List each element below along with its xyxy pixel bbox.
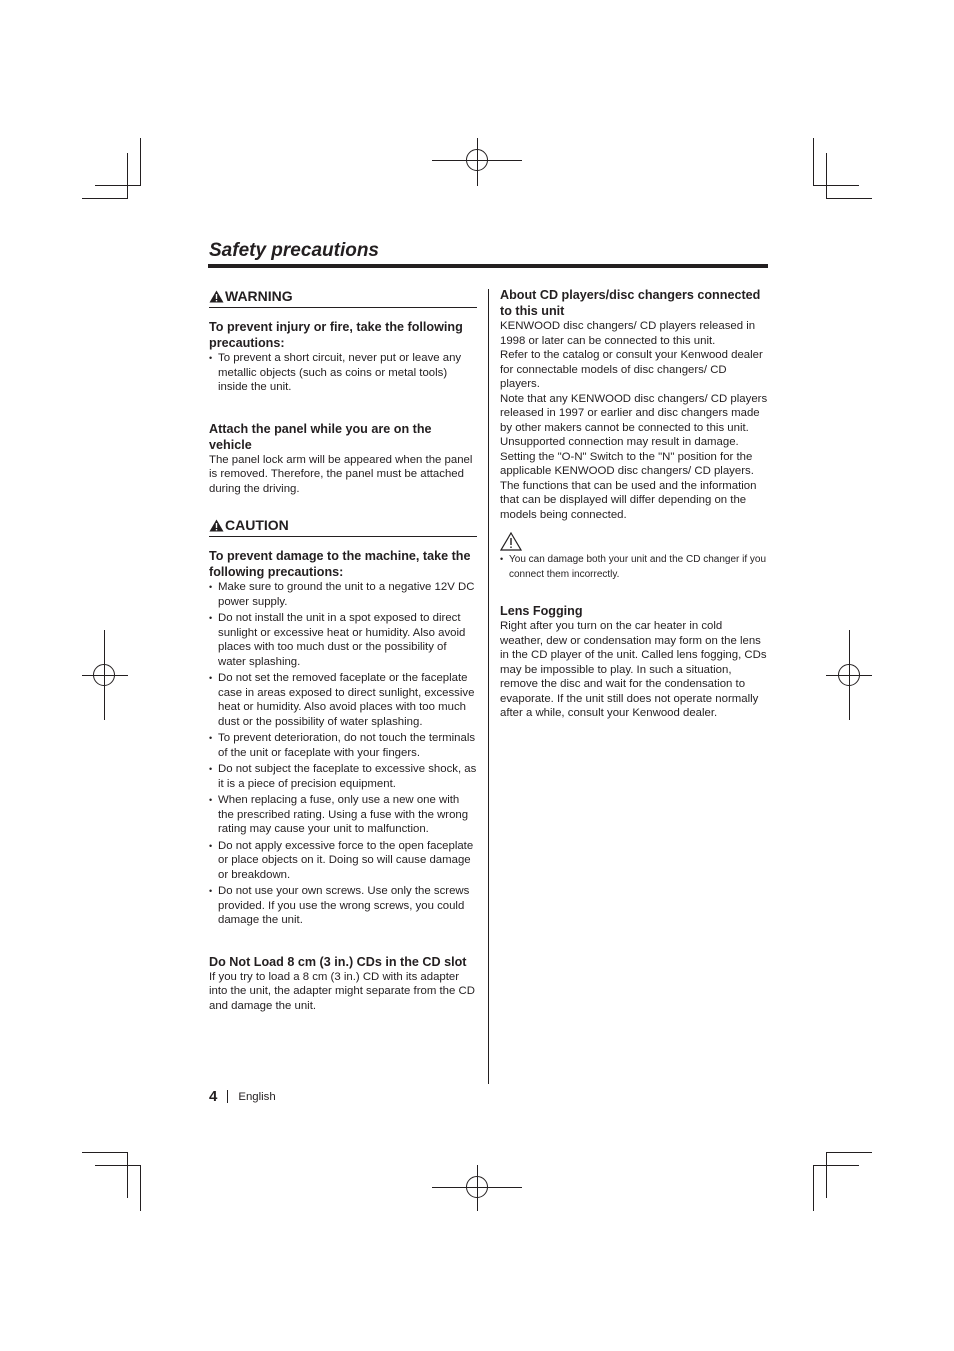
damage-heading: To prevent damage to the machine, take the following precautions:	[209, 549, 471, 579]
attach-panel-text: The panel lock arm will be appeared when the panel is removed. Therefore, the panel must be attached during the driving.	[209, 453, 473, 495]
cd-players-heading: About CD players/disc changers connected to this unit	[500, 288, 761, 318]
list-item: • Do not apply excessive force to the open faceplate or place objects on it. Doing so will cause damage or breakdown.	[209, 839, 477, 883]
warning-heading-label: WARNING	[225, 288, 293, 304]
injury-fire-heading: To prevent injury or fire, take the following precautions:	[209, 320, 463, 350]
lens-fogging-text: Right after you turn on the car heater in cold weather, dew or condensation may form on the lens in the CD player of the unit. Called lens fogging, CDs may be impossible to play. In such a situation, remove the disc and wait for the condensation to evaporate. If the unit still does not operate normally after a while, consult your Kenwood dealer.	[500, 620, 767, 719]
lens-fogging-heading: Lens Fogging	[500, 604, 583, 618]
cd-players-text-3: Note that any KENWOOD disc changers/ CD players released in 1997 or earlier and disc changers made by other makers cannot be connected to this unit.	[500, 392, 768, 434]
attach-panel-heading: Attach the panel while you are on the vehicle	[209, 421, 432, 452]
list-item: • When replacing a fuse, only use a new one with the prescribed rating. Using a fuse with the wrong rating may cause your unit to malfunction.	[209, 793, 477, 837]
cd-players-text-5: Setting the "O-N" Switch to the "N" position for the applicable KENWOOD disc changers/ CD players.	[500, 450, 754, 477]
cd-8cm-text: If you try to load a 8 cm (3 in.) CD with its adapter into the unit, the adapter might separate from the CD and damage the unit.	[209, 970, 475, 1012]
cd-8cm-heading: Do Not Load 8 cm (3 in.) CDs in the CD slot	[209, 954, 467, 969]
warning-triangle-icon	[209, 290, 224, 303]
list-item: • Do not use your own screws. Use only the screws provided. If you use the wrong screws, you could damage the unit.	[209, 884, 477, 928]
left-column	[209, 287, 477, 1013]
caution-heading	[209, 516, 477, 537]
damage-list	[209, 580, 477, 928]
caution-heading-label: CAUTION	[225, 517, 289, 533]
column-divider	[488, 289, 489, 1084]
page-footer	[209, 1088, 276, 1105]
title-rule	[208, 264, 768, 268]
list-item: • Make sure to ground the unit to a negative 12V DC power supply.	[209, 580, 477, 609]
page-number: 4	[209, 1088, 218, 1105]
list-item: • To prevent deterioration, do not touch the terminals of the unit or faceplate with your fingers.	[209, 731, 477, 760]
list-item: • Do not set the removed faceplate or the faceplate case in areas exposed to direct sunlight, excessive heat or humidity. Also avoid places with too much dust or the possibility of water splashing.	[209, 671, 477, 729]
warning-heading	[209, 287, 477, 308]
cd-players-text-2: Refer to the catalog or consult your Kenwood dealer for connectable models of disc changers/ CD players.	[500, 349, 763, 390]
caution-triangle-icon	[209, 519, 224, 532]
cd-players-text-1: KENWOOD disc changers/ CD players released in 1998 or later can be connected to this unit.	[500, 320, 756, 347]
injury-fire-list	[209, 351, 477, 395]
footer-separator	[227, 1090, 228, 1103]
caution-outline-icon	[500, 532, 522, 551]
right-column	[500, 287, 768, 721]
cd-players-text-4: Unsupported connection may result in damage.	[500, 436, 739, 448]
cd-players-text-6: The functions that can be used and the information that can be displayed will differ depending on the models being connected.	[500, 479, 757, 521]
cd-changer-note-list	[500, 552, 768, 582]
list-item: • To prevent a short circuit, never put or leave any metallic objects (such as coins or metal tools) inside the unit.	[209, 351, 477, 395]
page-title: Safety precautions	[209, 240, 379, 261]
list-item: • You can damage both your unit and the CD changer if you connect them incorrectly.	[500, 552, 768, 582]
list-item: • Do not subject the faceplate to excessive shock, as it is a piece of precision equipment.	[209, 762, 477, 791]
footer-language: English	[238, 1090, 276, 1103]
list-item: • Do not install the unit in a spot exposed to direct sunlight or excessive heat or humidity. Also avoid places with too much dust or the possibility of water splashing.	[209, 611, 477, 669]
